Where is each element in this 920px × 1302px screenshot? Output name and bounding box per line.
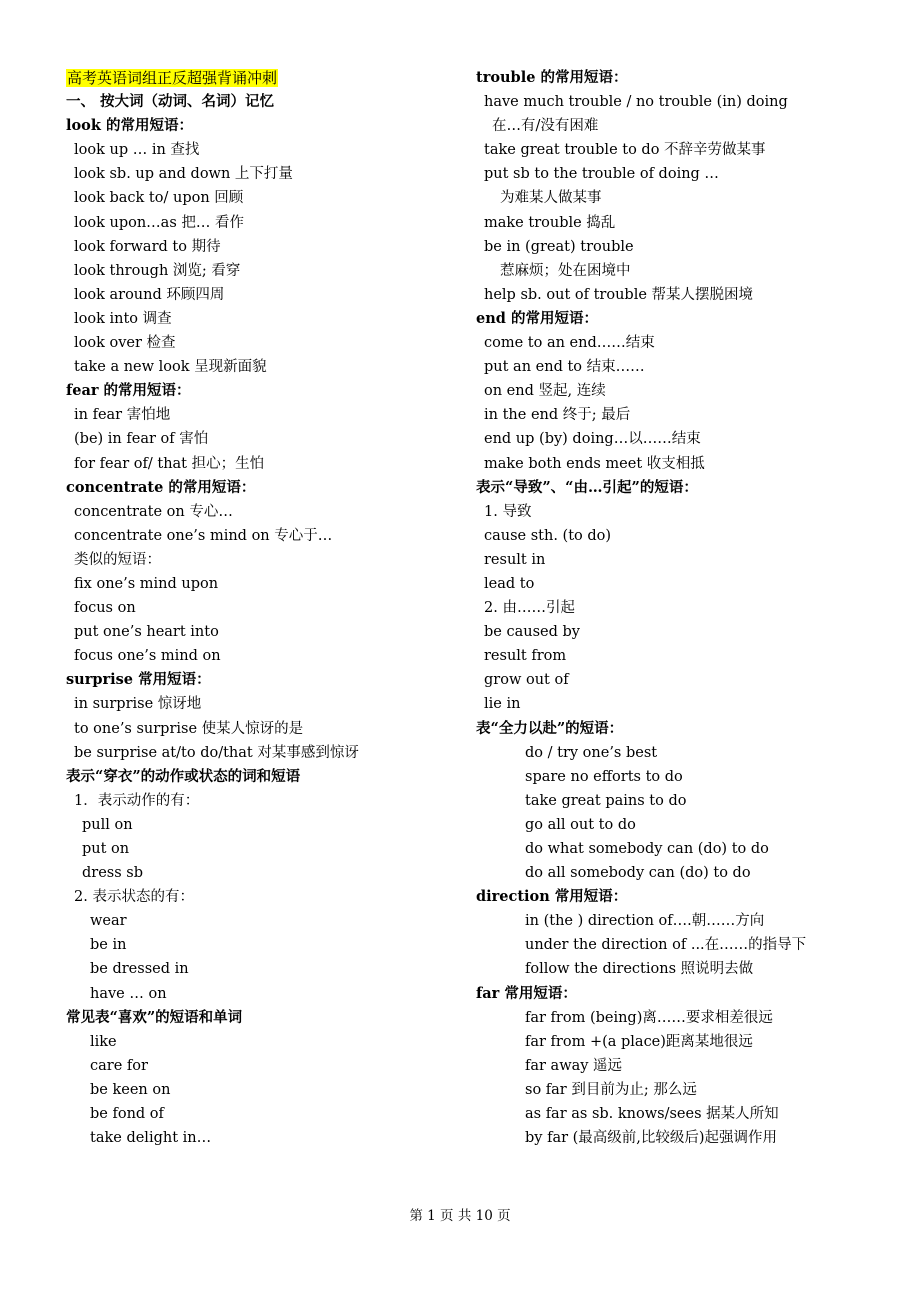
phrase-line: dress sb xyxy=(82,865,144,882)
phrase-line: put an end to 结束…… xyxy=(484,359,645,376)
phrase-line: in surprise 惊讶地 xyxy=(74,696,202,713)
phrase-line: take great trouble to do 不辞辛劳做某事 xyxy=(484,142,766,159)
phrase-line: cause sth. (to do) xyxy=(484,527,612,544)
phrase-line: be fond of xyxy=(90,1106,164,1123)
phrase-line: far away 遥远 xyxy=(525,1057,623,1074)
phrase-line: concentrate on 专心… xyxy=(74,503,233,520)
section-heading: trouble 的常用短语： xyxy=(476,69,628,86)
phrase-line: be in (great) trouble xyxy=(484,238,634,255)
section-heading: end 的常用短语： xyxy=(476,309,598,327)
phrase-line: in the end 终于; 最后 xyxy=(484,407,631,424)
phrase-line: put sb to the trouble of doing … xyxy=(484,166,719,183)
phrase-line: put on xyxy=(82,841,130,857)
phrase-line: 1．表示动作的有： xyxy=(74,792,200,809)
right-column xyxy=(476,66,906,1150)
section-heading: 表示“穿衣”的动作或状态的词和短语 xyxy=(66,767,301,785)
phrase-line: result from xyxy=(484,648,567,665)
section-heading: 表示“导致”、“由…引起”的短语： xyxy=(476,478,698,496)
phrase-line: lead to xyxy=(484,575,535,592)
phrase-line: (be) in fear of 害怕 xyxy=(74,431,209,448)
left-lines xyxy=(66,90,466,1150)
section-heading: surprise 常用短语： xyxy=(66,671,211,689)
phrase-line: focus one’s mind on xyxy=(74,648,221,665)
phrase-line: go all out to do xyxy=(525,816,636,833)
phrase-line: focus on xyxy=(74,600,136,617)
phrase-line: have much trouble / no trouble (in) doing xyxy=(484,94,788,111)
section-heading: look 的常用短语： xyxy=(66,117,193,135)
left-column xyxy=(66,66,466,1150)
right-lines xyxy=(476,66,906,1150)
phrase-line: do what somebody can (do) to do xyxy=(525,841,769,857)
title-line xyxy=(66,66,466,90)
phrase-line: for fear of/ that 担心；生怕 xyxy=(74,455,265,472)
phrase-line: make both ends meet 收支相抵 xyxy=(484,455,705,472)
phrase-line: look around 环顾四周 xyxy=(74,286,225,303)
phrase-line: far from (being)离……要求相差很远 xyxy=(525,1009,773,1026)
phrase-line: look upon…as 把… 看作 xyxy=(74,214,244,231)
section-heading: 一、 按大词（动词、名词）记忆 xyxy=(66,93,275,111)
phrase-line: help sb. out of trouble 帮某人摆脱困境 xyxy=(484,286,754,303)
phrase-line: be dressed in xyxy=(90,961,189,978)
phrase-line: in fear 害怕地 xyxy=(74,407,171,424)
phrase-line: concentrate one’s mind on 专心于… xyxy=(74,527,333,544)
phrase-line: be surprise at/to do/that 对某事感到惊讶 xyxy=(74,744,359,761)
phrase-line: look through 浏览; 看穿 xyxy=(74,262,241,279)
phrase-line: look back to/ upon 回顾 xyxy=(74,190,244,207)
phrase-line: come to an end……结束 xyxy=(484,335,655,352)
phrase-line: look forward to 期待 xyxy=(74,238,221,255)
phrase-line: take a new look 呈现新面貌 xyxy=(74,359,267,376)
phrase-line: look sb. up and down 上下打量 xyxy=(74,166,293,183)
phrase-line: spare no efforts to do xyxy=(525,768,683,785)
phrase-line: fix one’s mind upon xyxy=(74,575,219,592)
phrase-line: under the direction of ...在……的指导下 xyxy=(525,937,807,954)
section-heading: 常见表“喜欢”的短语和单词 xyxy=(66,1008,243,1026)
phrase-line: do / try one’s best xyxy=(525,744,658,761)
phrase-line: be in xyxy=(90,937,127,954)
phrase-line: 惹麻烦；处在困境中 xyxy=(500,262,631,279)
phrase-line: look over 检查 xyxy=(74,335,176,352)
phrase-line: care for xyxy=(90,1057,148,1074)
phrase-line: so far 到目前为止; 那么远 xyxy=(525,1081,697,1098)
phrase-line: do all somebody can (do) to do xyxy=(525,865,751,882)
phrase-line: put one’s heart into xyxy=(74,624,219,641)
phrase-line: look into 调查 xyxy=(74,310,172,327)
phrase-line: take delight in… xyxy=(90,1130,212,1147)
phrase-line: like xyxy=(90,1033,117,1050)
phrase-line: far from +(a place)距离某地很远 xyxy=(525,1033,753,1050)
section-heading: fear 的常用短语： xyxy=(66,382,191,400)
phrase-line: 为难某人做某事 xyxy=(500,190,602,207)
phrase-line: grow out of xyxy=(484,672,569,689)
phrase-line: to one’s surprise 使某人惊讶的是 xyxy=(74,720,304,737)
phrase-line: as far as sb. knows/sees 据某人所知 xyxy=(525,1106,779,1123)
document-title: 高考英语词组正反超强背诵冲刺 xyxy=(67,69,278,87)
phrase-line: make trouble 捣乱 xyxy=(484,214,616,231)
phrase-line: 在…有/没有困难 xyxy=(492,118,599,135)
phrase-line: lie in xyxy=(484,696,521,713)
phrase-line: have … on xyxy=(90,985,167,1002)
phrase-line: be caused by xyxy=(484,624,580,641)
section-heading: direction 常用短语： xyxy=(476,888,628,906)
phrase-line: pull on xyxy=(82,816,133,833)
section-heading: 表“全力以赴”的短语： xyxy=(476,719,624,737)
phrase-line: by far (最高级前,比较级后)起强调作用 xyxy=(525,1130,778,1147)
section-heading: concentrate 的常用短语： xyxy=(66,478,256,496)
phrase-line: 2. 表示状态的有： xyxy=(74,889,194,906)
section-heading: far 常用短语： xyxy=(476,984,577,1002)
phrase-line: on end 竖起, 连续 xyxy=(484,383,606,400)
phrase-line: be keen on xyxy=(90,1081,171,1098)
phrase-line: 2. 由……引起 xyxy=(484,600,575,617)
page-footer: 第 1 页 共 10 页 xyxy=(409,1208,511,1224)
phrase-line: follow the directions 照说明去做 xyxy=(525,961,754,978)
phrase-line: wear xyxy=(90,913,127,930)
phrase-line: result in xyxy=(484,551,546,568)
phrase-line: in (the ) direction of….朝……方向 xyxy=(525,913,765,930)
phrase-line: 类似的短语： xyxy=(74,551,161,568)
phrase-line: take great pains to do xyxy=(525,792,687,809)
phrase-line: 1. 导致 xyxy=(484,503,532,520)
phrase-line: look up … in 查找 xyxy=(74,142,200,159)
phrase-line: end up (by) doing…以……结束 xyxy=(484,431,701,448)
